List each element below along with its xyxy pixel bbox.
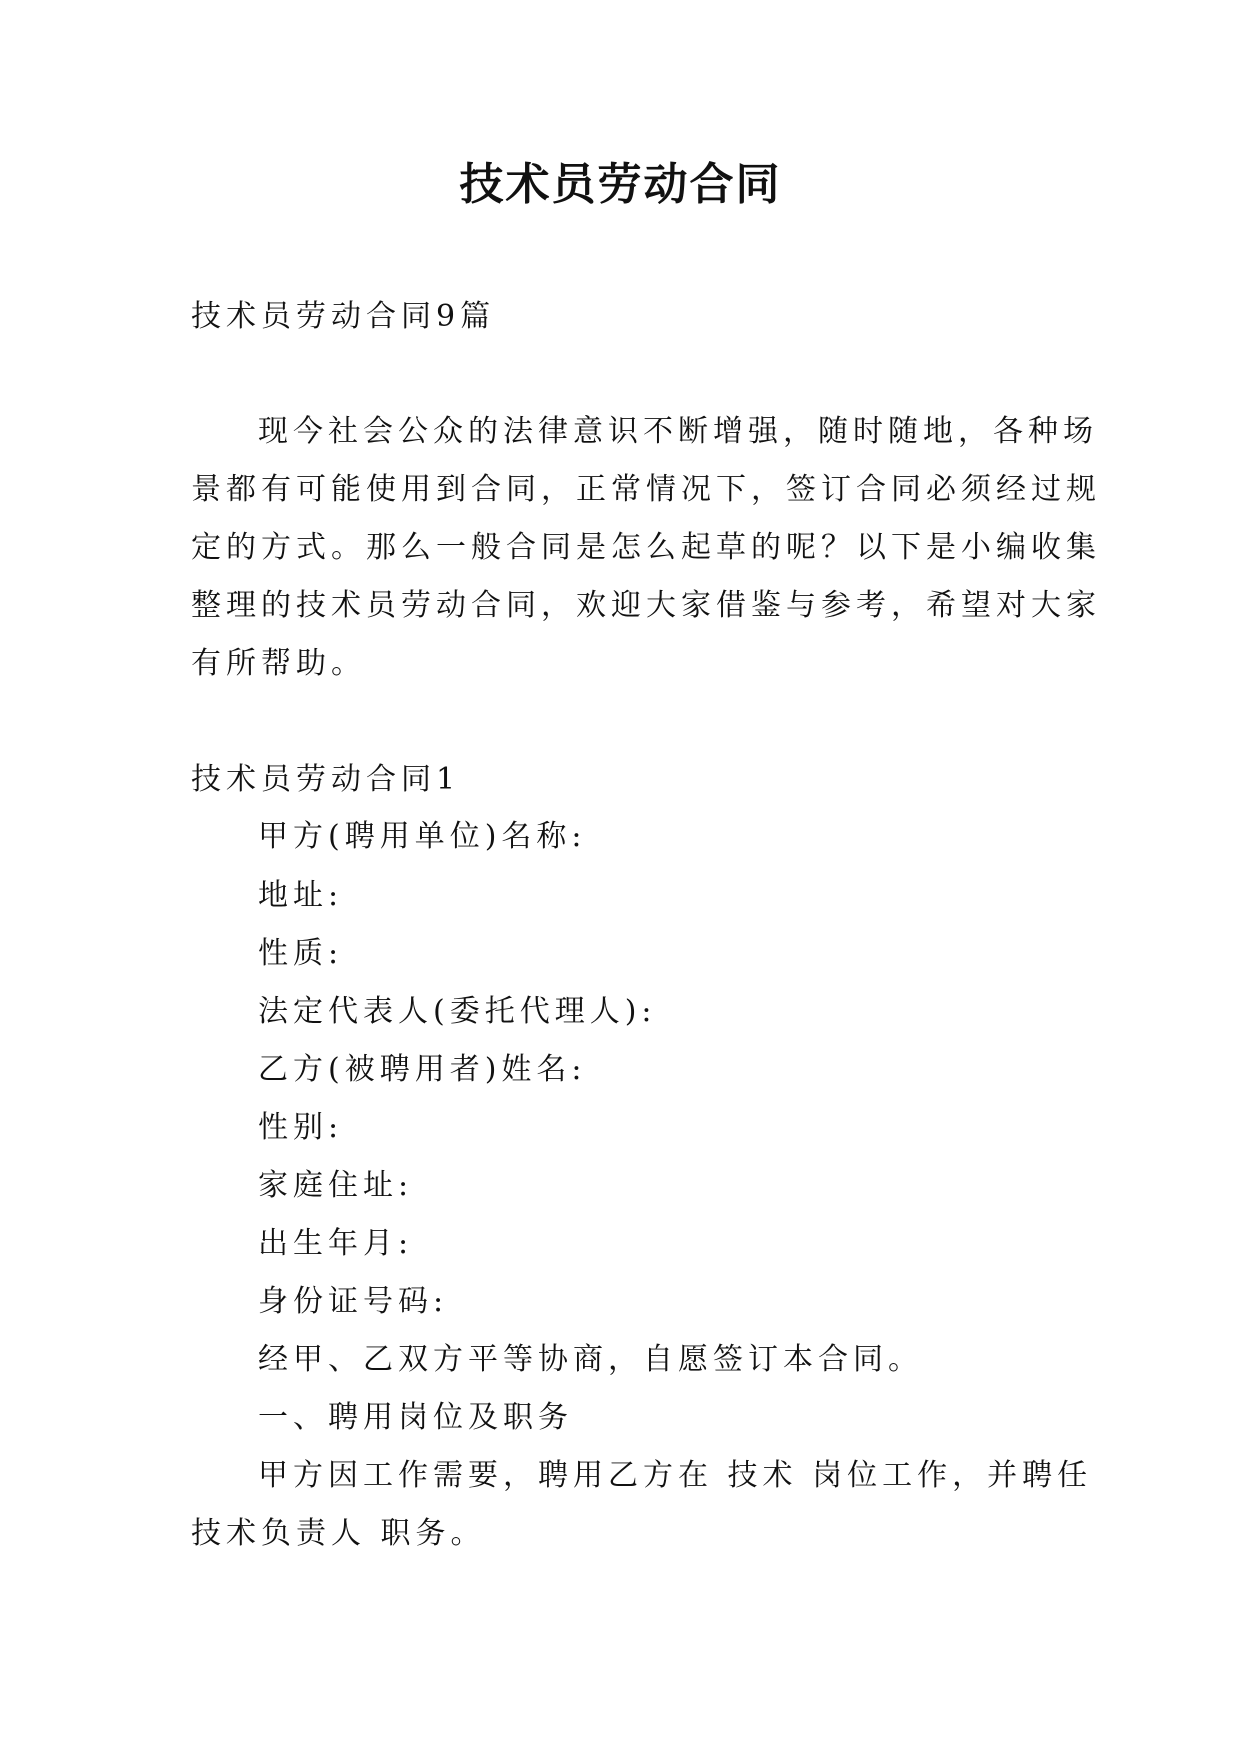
section-heading: 技术员劳动合同1 [191, 762, 461, 797]
intro-line: 有所帮助。 [191, 646, 366, 681]
intro-line: 定的方式。那么一般合同是怎么起草的呢？以下是小编收集 [191, 530, 1101, 565]
clause-text: 技术负责人 职务。 [191, 1516, 486, 1551]
field-label: 乙方(被聘用者)姓名: [258, 1052, 587, 1087]
agreement-text: 经甲、乙双方平等协商，自愿签订本合同。 [258, 1342, 923, 1377]
field-label: 法定代表人(委托代理人): [258, 994, 657, 1029]
field-label: 出生年月: [258, 1226, 414, 1261]
clause-heading: 一、聘用岗位及职务 [258, 1400, 573, 1435]
field-label: 家庭住址: [258, 1168, 414, 1203]
field-label: 身份证号码: [258, 1284, 449, 1319]
field-label: 性质: [258, 936, 344, 971]
intro-line: 景都有可能使用到合同，正常情况下，签订合同必须经过规 [191, 472, 1101, 507]
intro-line: 现今社会公众的法律意识不断增强，随时随地，各种场 [258, 414, 1098, 449]
document-subtitle: 技术员劳动合同9篇 [191, 299, 496, 334]
field-label: 地址: [258, 878, 344, 913]
document-title: 技术员劳动合同 [459, 159, 782, 210]
field-label: 性别: [258, 1110, 344, 1145]
field-label: 甲方(聘用单位)名称: [258, 819, 587, 854]
clause-text: 甲方因工作需要，聘用乙方在 技术 岗位工作，并聘任 [258, 1458, 1093, 1493]
intro-line: 整理的技术员劳动合同，欢迎大家借鉴与参考，希望对大家 [191, 588, 1101, 623]
